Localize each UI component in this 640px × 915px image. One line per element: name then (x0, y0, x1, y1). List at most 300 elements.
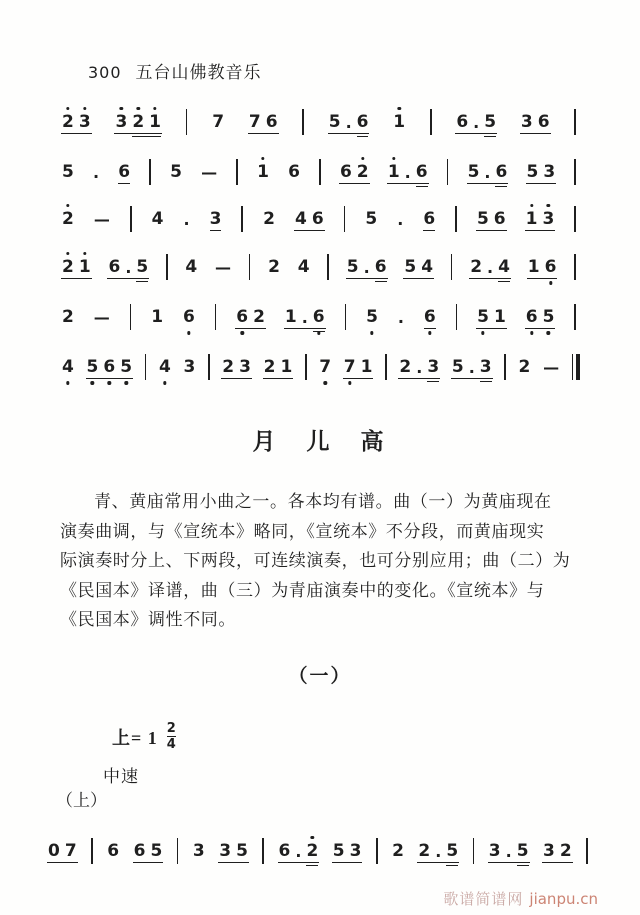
note-digit: 0 (48, 840, 60, 861)
barline (91, 838, 93, 864)
note-digit: 6 (265, 111, 278, 132)
note-digit: 5 (136, 256, 149, 277)
jianpu-note (333, 842, 345, 861)
note-digit: 3 (219, 840, 232, 861)
beam-underline (387, 183, 429, 185)
barline (574, 206, 576, 232)
beamed-group (528, 258, 557, 277)
second-beam-underline (416, 186, 428, 187)
note-digit: 5 (150, 840, 163, 861)
barline (574, 304, 576, 330)
augmentation-dot: . (505, 841, 512, 861)
jianpu-note (538, 113, 550, 132)
beamed-group (48, 842, 77, 861)
beamed-group (347, 258, 387, 277)
jianpu-note (521, 113, 533, 132)
note-digit: 7 (64, 840, 77, 861)
jianpu-note (152, 210, 164, 229)
jianpu-note (279, 842, 291, 861)
note-digit: 4 (151, 208, 164, 229)
jianpu-note (313, 308, 325, 327)
jianpu-note (103, 358, 115, 377)
note-digit: 5 (451, 356, 464, 377)
note-digit: 4 (295, 208, 307, 229)
jianpu-note (288, 163, 300, 182)
beam-underline (455, 133, 497, 135)
beam-underline (467, 183, 509, 185)
page-header (88, 58, 262, 83)
book-title: 五台山佛教音乐 (135, 63, 262, 82)
jianpu-note (236, 842, 248, 861)
intro-line: 《民国本》调性不同。 (60, 610, 236, 629)
barline (447, 159, 449, 185)
jianpu-note (222, 358, 234, 377)
beamed-group (404, 258, 433, 277)
note-digit: 1 (149, 111, 162, 132)
barline (130, 304, 132, 330)
jianpu-note (79, 258, 91, 277)
jianpu-note (212, 113, 224, 132)
note-digit: 1 (78, 256, 91, 277)
beamed-group (526, 308, 555, 327)
barline (249, 254, 251, 280)
jianpu-note (312, 210, 324, 229)
octave-dot-above (120, 107, 123, 110)
jianpu-note (418, 842, 430, 861)
beam-underline (118, 183, 130, 185)
jianpu-note (357, 163, 369, 182)
beamed-group (388, 163, 428, 182)
jianpu-note (489, 842, 501, 861)
second-beam-underline (136, 281, 148, 282)
augmentation-dot: . (183, 209, 190, 229)
octave-dot-above (83, 107, 86, 110)
jianpu-note (446, 842, 458, 861)
beamed-group (477, 210, 506, 229)
note-digit: 3 (349, 840, 362, 861)
jianpu-note (423, 210, 435, 229)
note-digit: 1 (284, 306, 297, 327)
barline (145, 354, 147, 380)
jianpu-note (210, 210, 222, 229)
intro-line: 演奏曲调，与《宣统本》略同，《宣统本》不分段，而黄庙现实 (60, 521, 545, 541)
beam-underline (339, 183, 370, 185)
sixteenth-subgroup (498, 258, 510, 277)
beam-underline (294, 230, 325, 232)
note-digit: 6 (107, 840, 120, 861)
jianpu-note (249, 113, 261, 132)
jianpu-note (543, 163, 555, 182)
octave-dot-above (66, 204, 69, 207)
jianpu-note (149, 113, 161, 132)
octave-dot-below (124, 381, 127, 384)
jianpu-note (62, 113, 74, 132)
beamed-group (470, 258, 510, 277)
jianpu-note (108, 258, 120, 277)
second-beam-underline (498, 281, 510, 282)
jianpu-note (517, 842, 529, 861)
beamed-group (62, 113, 91, 132)
barline (302, 109, 304, 135)
beam-underline (133, 862, 164, 864)
sixteenth-subgroup (375, 258, 387, 277)
jianpu-note (48, 842, 60, 861)
beam-underline (424, 328, 436, 330)
note-digit: 4 (421, 256, 434, 277)
beam-underline (235, 328, 266, 330)
augmentation-dot: . (404, 162, 411, 182)
intro-paragraph (60, 487, 580, 635)
jianpu-note (184, 358, 196, 377)
beamed-group (62, 258, 91, 277)
watermark-site-url: jianpu.cn (529, 890, 598, 908)
note-digit: 6 (493, 208, 506, 229)
jianpu-note (526, 210, 538, 229)
note-digit: 3 (520, 111, 533, 132)
octave-dot-above (311, 836, 314, 839)
sixteenth-subgroup (446, 842, 458, 861)
score-line-4 (62, 251, 576, 283)
second-beam-underline (306, 865, 318, 866)
note-digit: 6 (278, 840, 291, 861)
beam-underline (525, 328, 556, 330)
beamed-group (264, 358, 293, 377)
sixteenth-subgroup (357, 113, 369, 132)
beam-underline (61, 133, 92, 135)
note-digit: 2 (470, 256, 483, 277)
jianpu-note (264, 358, 276, 377)
note-digit: 6 (103, 356, 116, 377)
octave-dot-below (323, 381, 326, 384)
jianpu-note (253, 308, 265, 327)
beam-underline (107, 278, 149, 280)
beam-underline (218, 862, 249, 864)
note-digit: 4 (62, 356, 74, 377)
barline (586, 838, 588, 864)
note-digit: 1 (360, 356, 373, 377)
octave-dot-below (108, 381, 111, 384)
jianpu-note (298, 258, 310, 277)
note-digit: 3 (488, 840, 501, 861)
note-digit: 5 (366, 306, 378, 327)
note-digit: 5 (170, 161, 182, 182)
note-digit: 6 (456, 111, 469, 132)
jianpu-note (392, 842, 404, 861)
note-digit: 2 (268, 256, 281, 277)
note-digit: 5 (476, 208, 489, 229)
note-digit: 6 (311, 208, 324, 229)
octave-dot-below (163, 381, 166, 384)
barline (451, 254, 453, 280)
dash-note: — (215, 257, 232, 277)
augmentation-dot: . (301, 307, 308, 327)
barline (149, 159, 151, 185)
barline (241, 206, 243, 232)
sixteenth-subgroup (306, 842, 318, 861)
jianpu-note (79, 113, 91, 132)
barline (385, 354, 387, 380)
note-digit: 5 (542, 306, 555, 327)
barline (345, 304, 347, 330)
jianpu-note (87, 358, 99, 377)
jianpu-note (134, 842, 146, 861)
note-digit: 5 (526, 161, 539, 182)
note-digit: 6 (537, 111, 550, 132)
dash-note: — (201, 162, 218, 182)
jianpu-note (268, 258, 280, 277)
octave-dot-above (153, 107, 156, 110)
note-digit: 5 (446, 840, 459, 861)
note-digit: 1 (527, 256, 540, 277)
note-digit: 2 (306, 840, 319, 861)
beam-underline (469, 278, 511, 280)
note-digit: 7 (248, 111, 261, 132)
note-digit: 5 (236, 840, 248, 861)
jianpu-note (280, 358, 292, 377)
beamed-group (329, 113, 369, 132)
beam-underline (525, 230, 556, 232)
beamed-group (115, 113, 161, 132)
note-digit: 2 (62, 111, 74, 132)
beam-underline (328, 133, 370, 135)
jianpu-note (470, 258, 482, 277)
score-line-2 (62, 156, 576, 188)
meter-denominator: 4 (166, 736, 176, 752)
note-digit: 2 (392, 840, 404, 861)
jianpu-note (484, 113, 496, 132)
barline (236, 159, 238, 185)
sixteenth-subgroup (484, 113, 496, 132)
second-beam-underline (132, 136, 161, 137)
jianpu-note (319, 358, 331, 377)
beam-underline (47, 862, 78, 864)
beam-underline (263, 378, 294, 380)
note-digit: 3 (543, 840, 555, 861)
augmentation-dot: . (363, 257, 370, 277)
watermark-site-name: 歌谱简谱网 (443, 890, 524, 908)
score-line-5 (62, 301, 576, 333)
jianpu-note (416, 163, 428, 182)
beam-underline (61, 278, 92, 280)
beamed-group (249, 113, 278, 132)
beamed-group (279, 842, 319, 861)
section-label: （一） (288, 666, 352, 687)
jianpu-note (257, 163, 269, 182)
augmentation-dot: . (345, 112, 352, 132)
octave-dot-below (481, 331, 484, 334)
note-digit: 3 (78, 111, 91, 132)
second-beam-underline (484, 136, 496, 137)
watermark (443, 888, 598, 909)
octave-dot-below (240, 331, 243, 334)
note-digit: 7 (343, 356, 356, 377)
sixteenth-subgroup (136, 258, 148, 277)
beam-underline (398, 378, 440, 380)
augmentation-dot: . (484, 162, 491, 182)
score-line-6 (62, 351, 580, 383)
note-digit: 5 (62, 161, 74, 182)
jianpu-note (236, 308, 248, 327)
jianpu-note (62, 358, 74, 377)
sixteenth-subgroup (132, 113, 161, 132)
beam-underline (476, 230, 507, 232)
jianpu-note (480, 358, 492, 377)
beam-underline (423, 230, 435, 232)
octave-dot-below (530, 331, 533, 334)
augmentation-dot: . (473, 112, 480, 132)
beamed-group (527, 163, 556, 182)
octave-dot-above (66, 107, 69, 110)
note-digit: 2 (62, 256, 74, 277)
sixteenth-subgroup (517, 842, 529, 861)
jianpu-note (498, 258, 510, 277)
octave-dot-above (398, 107, 401, 110)
beam-underline (451, 378, 493, 380)
beam-underline (332, 862, 363, 864)
octave-dot-above (530, 204, 533, 207)
note-digit: 2 (62, 208, 74, 229)
octave-dot-below (428, 331, 431, 334)
beam-underline (488, 862, 530, 864)
jianpu-note (62, 258, 74, 277)
barline (504, 354, 506, 380)
note-digit: 3 (543, 161, 556, 182)
page-number: 300 (88, 63, 122, 82)
note-digit: 2 (222, 356, 235, 377)
note-digit: 1 (151, 306, 164, 327)
note-digit: 4 (158, 356, 171, 377)
key-signature (112, 722, 176, 752)
barline (262, 838, 264, 864)
jianpu-note (115, 113, 127, 132)
octave-dot-below (549, 281, 552, 284)
jianpu-note (295, 210, 307, 229)
note-digit: 6 (108, 256, 121, 277)
octave-dot-above (83, 252, 86, 255)
note-digit: 2 (356, 161, 369, 182)
jianpu-note (424, 308, 436, 327)
beamed-group (219, 842, 248, 861)
beamed-group (418, 842, 458, 861)
sixteenth-subgroup (427, 358, 439, 377)
beam-underline (210, 230, 222, 232)
jianpu-note (344, 358, 356, 377)
jianpu-note (495, 163, 507, 182)
time-signature (167, 722, 176, 752)
piece-title: 月 儿 高 (252, 429, 388, 454)
intro-line: 《民国本》译谱，曲（三）为青庙演奏中的变化。《宣统本》与 (60, 580, 545, 600)
beam-underline (476, 328, 507, 330)
score-line-7 (48, 835, 588, 867)
beam-underline (417, 862, 459, 864)
jianpu-note (456, 113, 468, 132)
beam-underline (343, 378, 374, 380)
octave-dot-below (317, 331, 320, 334)
beam-underline (284, 328, 326, 330)
final-barline-thick (576, 354, 580, 380)
jianpu-note (543, 842, 555, 861)
note-digit: 4 (185, 256, 198, 277)
jianpu-note (543, 210, 555, 229)
note-digit: 1 (257, 161, 269, 182)
barline (177, 838, 179, 864)
beamed-group (222, 358, 251, 377)
jianpu-note (477, 308, 489, 327)
note-digit: 2 (62, 306, 74, 327)
beamed-group (543, 842, 572, 861)
barline (166, 254, 168, 280)
beamed-group (521, 113, 550, 132)
beamed-group (456, 113, 496, 132)
beamed-group (468, 163, 508, 182)
beamed-group (477, 308, 506, 327)
jianpu-note (183, 308, 195, 327)
second-beam-underline (375, 281, 387, 282)
note-digit: 2 (132, 111, 145, 132)
jianpu-note (452, 358, 464, 377)
jianpu-note (361, 358, 373, 377)
octave-dot-below (66, 381, 69, 384)
jianpu-note (494, 210, 506, 229)
note-digit: 6 (339, 161, 352, 182)
final-barline (572, 354, 580, 380)
note-digit: 4 (297, 256, 310, 277)
augmentation-dot: . (416, 357, 423, 377)
key-prefix: 上= 1 (112, 727, 158, 748)
jianpu-note (399, 358, 411, 377)
barline (215, 304, 217, 330)
barline (327, 254, 329, 280)
beam-underline (520, 133, 551, 135)
jianpu-note (350, 842, 362, 861)
jianpu-note (468, 163, 480, 182)
note-digit: 6 (133, 840, 146, 861)
sixteenth-subgroup (480, 358, 492, 377)
note-digit: 6 (182, 306, 195, 327)
barline (456, 304, 458, 330)
jianpu-note (65, 842, 77, 861)
jianpu-note (366, 308, 378, 327)
jianpu-note (329, 113, 341, 132)
barline (574, 109, 576, 135)
note-digit: 6 (288, 161, 300, 182)
barline (319, 159, 321, 185)
note-digit: 6 (415, 161, 428, 182)
note-digit: 1 (387, 161, 400, 182)
beam-underline (278, 862, 320, 864)
beam-underline (346, 278, 388, 280)
note-digit: 6 (495, 161, 508, 182)
note-digit: 1 (393, 111, 406, 132)
beam-underline (221, 378, 252, 380)
barline (344, 206, 346, 232)
dash-note: — (93, 209, 110, 229)
jianpu-note (388, 163, 400, 182)
jianpu-note (519, 358, 531, 377)
intro-line: 青、黄庙常用小曲之一。各本均有谱。曲（一）为黄庙现在 (94, 492, 552, 511)
barline (574, 254, 576, 280)
jianpu-note (62, 210, 74, 229)
octave-dot-below (348, 381, 351, 384)
beamed-group (340, 163, 369, 182)
jianpu-note (404, 258, 416, 277)
barline (376, 838, 378, 864)
augmentation-dot: . (295, 841, 302, 861)
jianpu-note (266, 113, 278, 132)
final-barline-thin (572, 354, 574, 380)
note-digit: 5 (346, 256, 359, 277)
note-digit: 5 (86, 356, 99, 377)
